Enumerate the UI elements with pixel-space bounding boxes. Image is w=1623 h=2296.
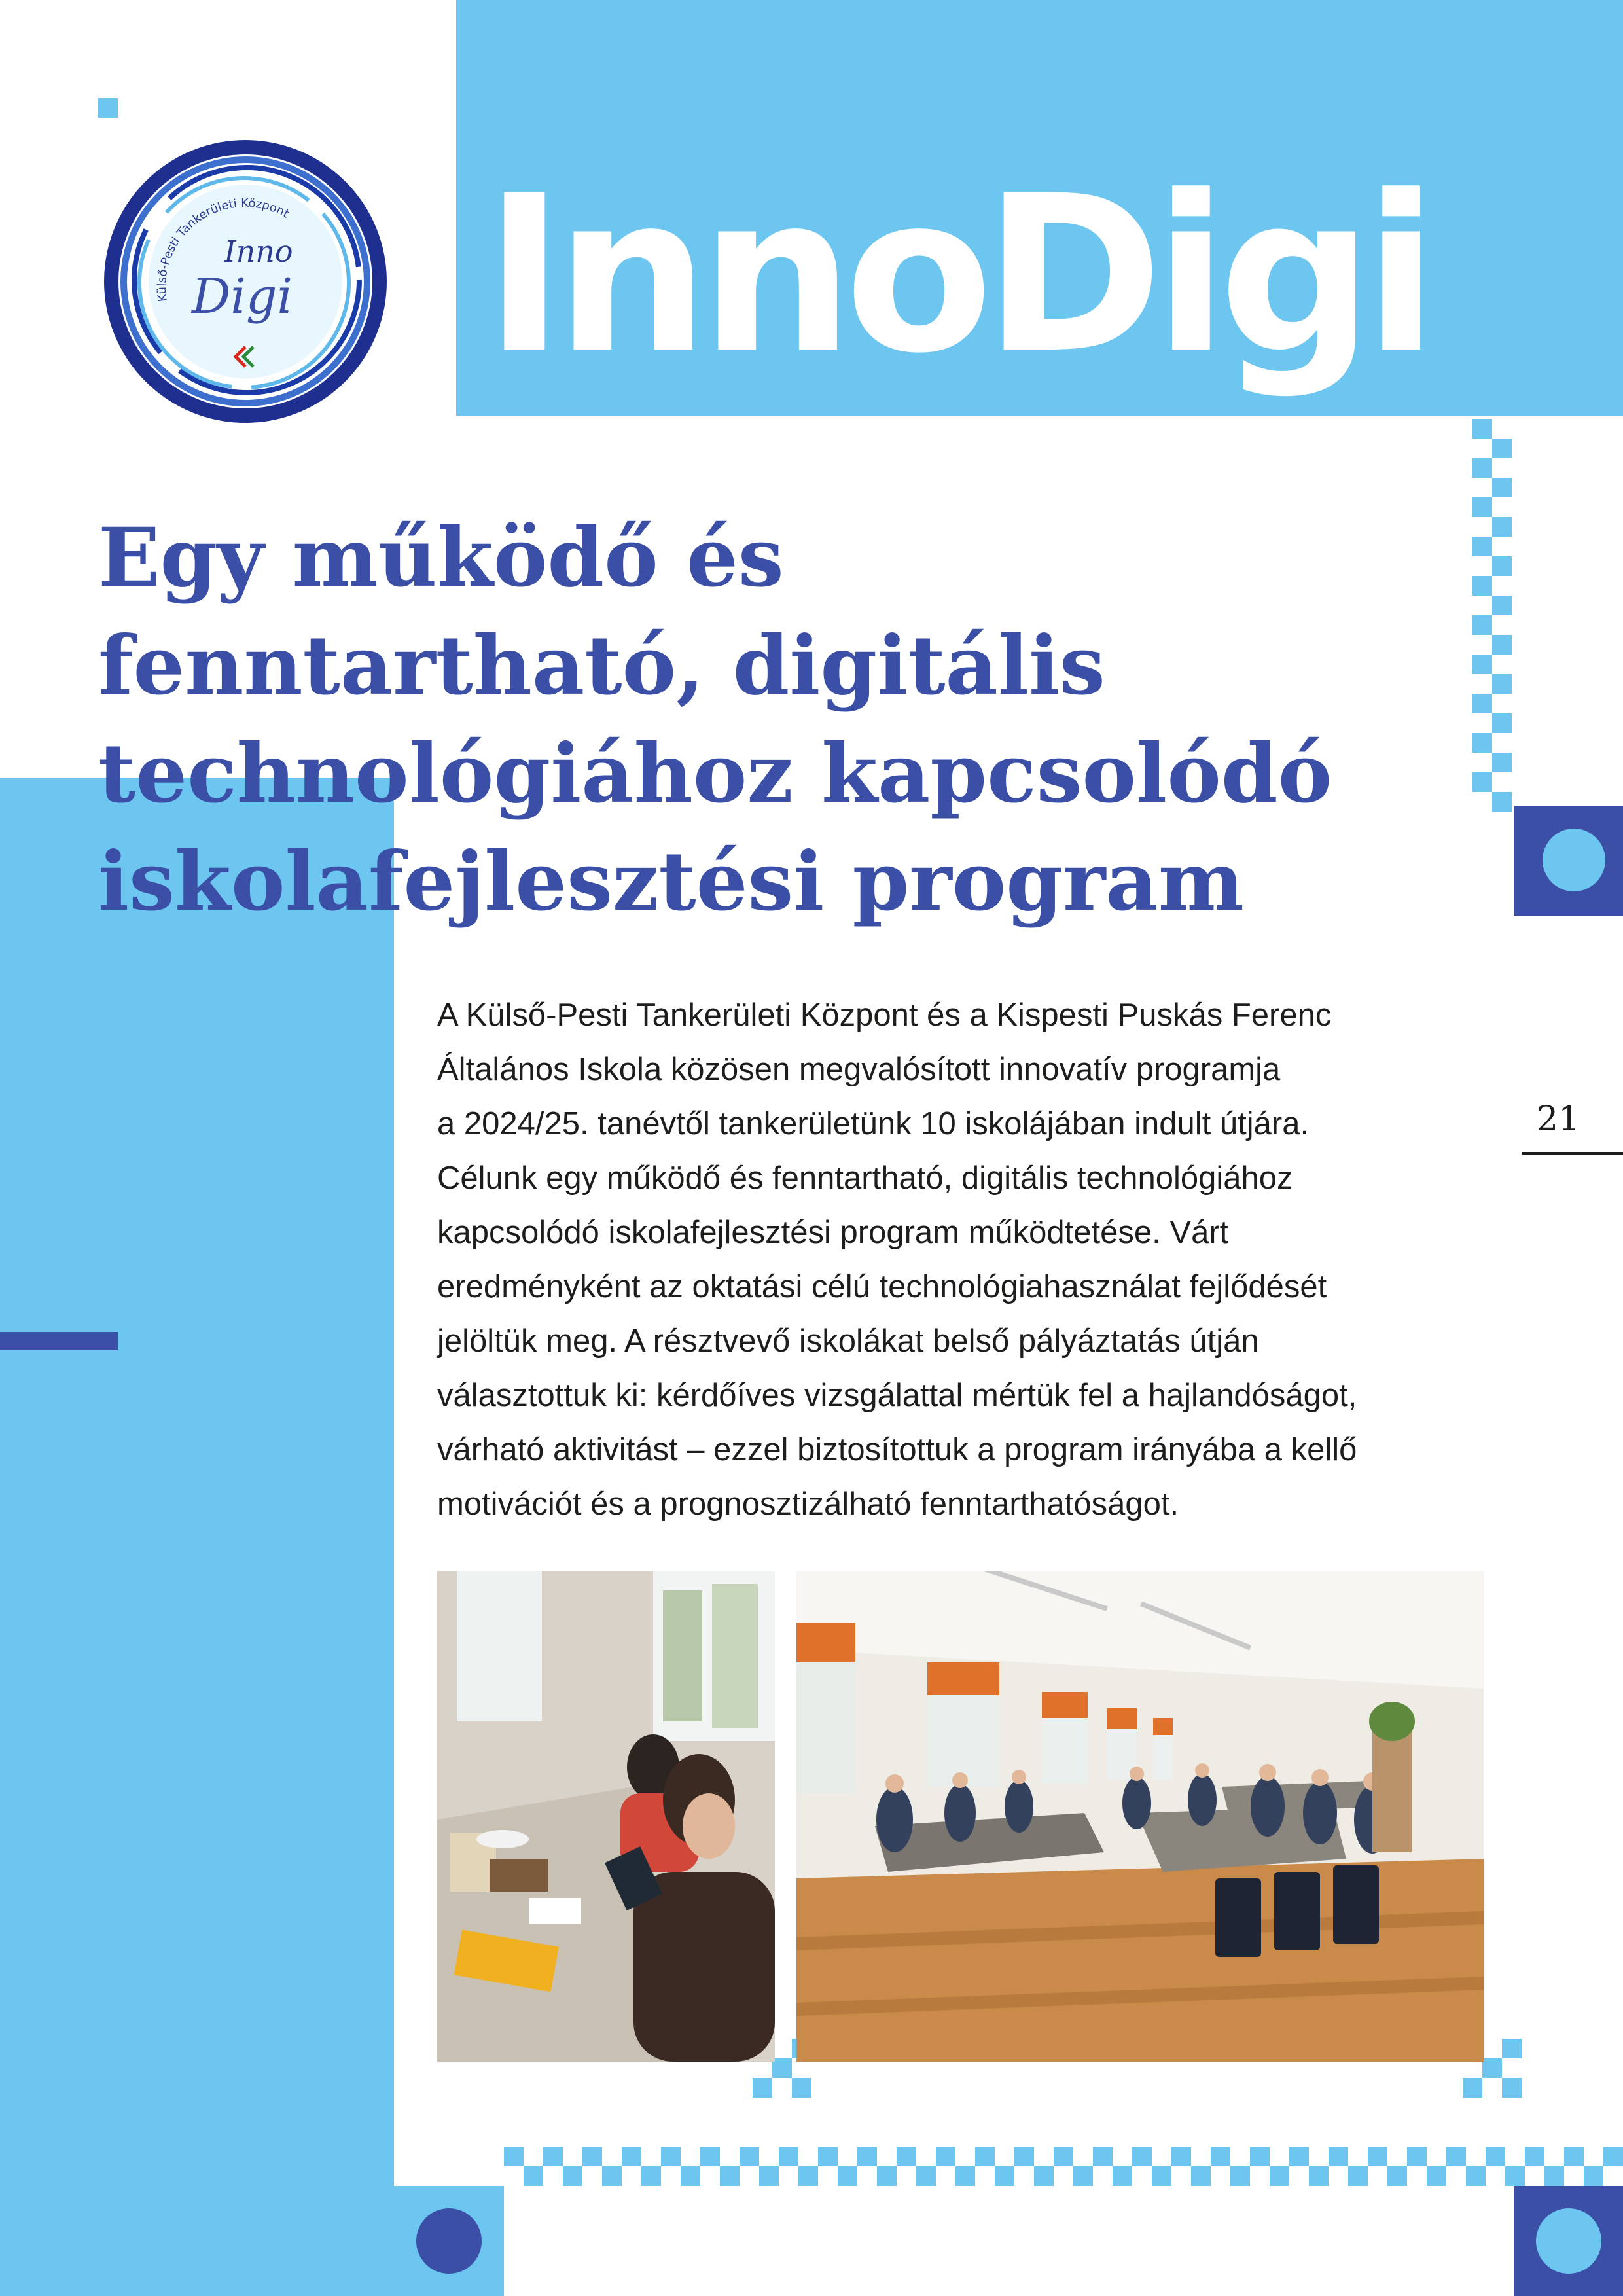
body-line: várható aktivitást – ezzel biztosítottuk a program irányába a kellő xyxy=(437,1432,1357,1467)
logo-ring-text: Külső-Pesti Tankerületi Központ xyxy=(154,196,292,303)
body-line: választottuk ki: kérdőíves vizsgálattal mértük fel a hajlandóságot, xyxy=(437,1378,1357,1413)
body-line: a 2024/25. tanévtől tankerületünk 10 iskolájában indult útjára. xyxy=(437,1106,1310,1141)
decorative-circle-bottom-left xyxy=(416,2208,482,2274)
page-heading: Egy működő és fenntartható, digitális technológiához kapcsolódó iskolafejlesztési program xyxy=(98,511,1332,929)
brand-title: InnoDigi xyxy=(484,149,1429,401)
body-line: jelöltük meg. A résztvevő iskolákat belső pályáztatás útján xyxy=(437,1323,1259,1359)
decorative-circle-right xyxy=(1543,829,1605,891)
body-line: eredményként az oktatási célú technológiahasználat fejlődését xyxy=(437,1269,1327,1304)
checker-pattern-right xyxy=(1472,419,1518,812)
body-line: Általános Iskola közösen megvalósított innovatív programja xyxy=(437,1052,1281,1087)
body-text xyxy=(437,988,1517,1532)
decorative-square xyxy=(98,98,118,118)
decorative-circle-bottom-right xyxy=(1536,2208,1601,2274)
body-line: Célunk egy működő és fenntartható, digitális technológiához xyxy=(437,1160,1293,1196)
photo-workshop-closeup xyxy=(437,1571,775,2062)
page-number: 21 xyxy=(1537,1100,1580,1139)
body-line: kapcsolódó iskolafejlesztési program működtetése. Várt xyxy=(437,1215,1229,1250)
checker-pattern-bottom xyxy=(504,2147,1623,2186)
photo-workshop-room xyxy=(796,1571,1484,2062)
decorative-dash xyxy=(0,1332,118,1350)
innodigi-logo xyxy=(101,137,389,425)
logo-word-bottom: Digi xyxy=(191,268,293,325)
body-line: motivációt és a prognosztizálható fenntarthatóságot. xyxy=(437,1486,1179,1522)
left-blue-panel xyxy=(0,778,394,2296)
body-line: A Külső-Pesti Tankerületi Központ és a Kispesti Puskás Ferenc xyxy=(437,997,1332,1033)
logo-word-top: Inno xyxy=(224,234,293,269)
page-number-rule xyxy=(1522,1152,1623,1155)
